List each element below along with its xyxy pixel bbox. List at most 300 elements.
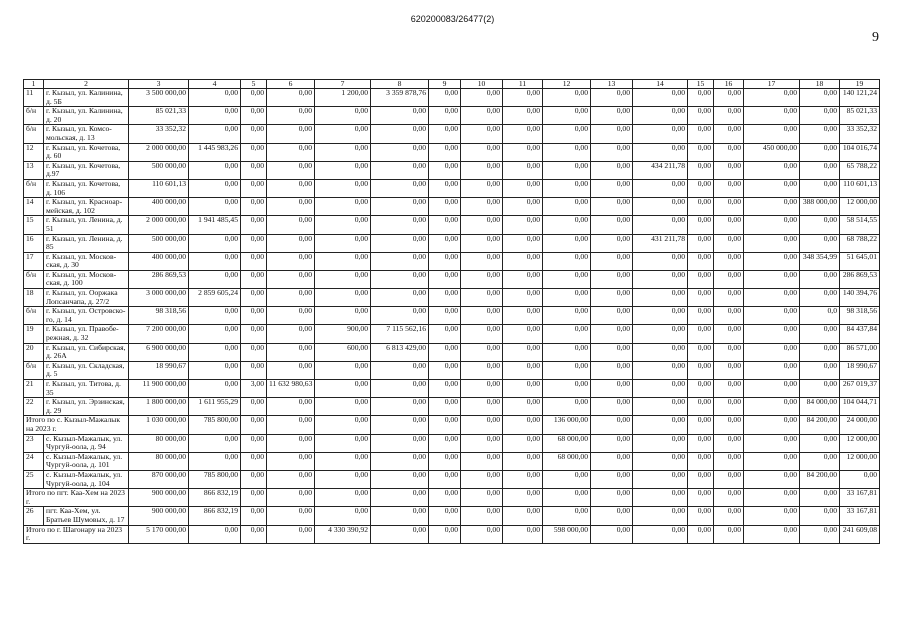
table-row: [24, 89, 880, 107]
table-cell: 0,00: [429, 325, 461, 343]
table-cell: 0,00: [744, 307, 800, 325]
table-cell: 0,00: [714, 434, 744, 452]
table-cell: 0,00: [591, 252, 633, 270]
table-cell: 0,00: [714, 416, 744, 434]
table-cell: 500 000,00: [129, 234, 189, 252]
table-cell: 1 941 485,45: [189, 216, 241, 234]
table-cell: 0,00: [543, 125, 591, 143]
column-header: 15: [688, 80, 714, 89]
table-cell: 0,00: [591, 198, 633, 216]
table-cell: 598 000,00: [543, 525, 591, 543]
table-cell: 84 200,00: [800, 470, 840, 488]
column-header: 7: [315, 80, 371, 89]
table-cell: 0,00: [633, 107, 688, 125]
table-cell: 0,00: [461, 343, 503, 361]
table-cell: 0,00: [688, 216, 714, 234]
row-number: 14: [24, 198, 44, 216]
table-cell: 0,00: [267, 470, 315, 488]
table-cell: 0,00: [503, 525, 543, 543]
address-cell: с. Кызыл-Мажалык, ул. Чургуй-оола, д. 94: [44, 434, 129, 452]
table-cell: 0,00: [800, 325, 840, 343]
table-cell: 0,00: [241, 216, 267, 234]
table-row: [24, 289, 880, 307]
table-cell: 0,00: [800, 507, 840, 525]
table-cell: 0,00: [371, 470, 429, 488]
table-cell: 0,00: [267, 270, 315, 288]
table-cell: 0,00: [503, 398, 543, 416]
table-cell: 0,00: [633, 525, 688, 543]
table-cell: 1 611 955,29: [189, 398, 241, 416]
table-cell: 0,00: [429, 525, 461, 543]
table-cell: 267 019,37: [840, 380, 880, 398]
table-cell: 0,00: [744, 489, 800, 507]
table-cell: 0,00: [543, 252, 591, 270]
table-cell: 0,00: [503, 434, 543, 452]
table-cell: 0,00: [744, 252, 800, 270]
column-header: 1: [24, 80, 44, 89]
table-row: [24, 198, 880, 216]
address-cell: г. Кызыл, ул. Островско-го, д. 14: [44, 307, 129, 325]
table-cell: 0,00: [688, 470, 714, 488]
table-cell: 0,00: [543, 161, 591, 179]
column-header: 3: [129, 80, 189, 89]
table-cell: 870 000,00: [129, 470, 189, 488]
address-cell: г. Кызыл, ул. Ленина, д. 51: [44, 216, 129, 234]
table-cell: 33 352,32: [129, 125, 189, 143]
table-cell: 0,00: [429, 252, 461, 270]
table-cell: 0,00: [744, 452, 800, 470]
table-cell: 0,00: [688, 289, 714, 307]
table-cell: 0,00: [744, 361, 800, 379]
table-cell: 0,00: [591, 89, 633, 107]
table-cell: 0,00: [633, 507, 688, 525]
table-cell: 0,00: [267, 107, 315, 125]
table-cell: 0,00: [189, 307, 241, 325]
table-cell: 0,00: [503, 307, 543, 325]
table-cell: 0,00: [688, 125, 714, 143]
table-cell: 0,00: [800, 525, 840, 543]
table-cell: 600,00: [315, 343, 371, 361]
table-cell: 0,00: [189, 107, 241, 125]
table-cell: 6 900 000,00: [129, 343, 189, 361]
table-cell: 12 000,00: [840, 434, 880, 452]
table-cell: 0,00: [429, 361, 461, 379]
table-cell: 0,00: [189, 252, 241, 270]
table-cell: 0,00: [315, 107, 371, 125]
table-cell: 0,00: [267, 161, 315, 179]
table-cell: 900 000,00: [129, 489, 189, 507]
table-cell: 68 000,00: [543, 434, 591, 452]
column-header: 9: [429, 80, 461, 89]
table-cell: 0,00: [371, 307, 429, 325]
table-cell: 0,00: [429, 452, 461, 470]
table-cell: 0,00: [429, 234, 461, 252]
table-cell: 0,00: [591, 361, 633, 379]
table-cell: 900 000,00: [129, 507, 189, 525]
table-cell: 3,00: [241, 380, 267, 398]
row-number: 26: [24, 507, 44, 525]
table-cell: 0,00: [591, 452, 633, 470]
table-cell: 0,00: [429, 198, 461, 216]
table-cell: 0,00: [744, 470, 800, 488]
table-cell: 0,00: [429, 289, 461, 307]
table-row: [24, 143, 880, 161]
table-cell: 0,00: [591, 416, 633, 434]
table-cell: 0,00: [429, 398, 461, 416]
table-cell: 241 609,08: [840, 525, 880, 543]
row-number: б/н: [24, 307, 44, 325]
table-cell: 0,00: [371, 107, 429, 125]
table-cell: 0,00: [189, 343, 241, 361]
table-cell: 0,00: [633, 380, 688, 398]
address-cell: г. Кызыл, ул. Калинина, д. 20: [44, 107, 129, 125]
address-cell: г. Кызыл, ул. Правобе-режная, д. 32: [44, 325, 129, 343]
table-cell: 0,00: [591, 525, 633, 543]
table-cell: 0,00: [744, 525, 800, 543]
table-cell: 0,00: [633, 416, 688, 434]
table-cell: 0,00: [461, 380, 503, 398]
table-cell: 0,00: [744, 198, 800, 216]
table-cell: 0,00: [241, 234, 267, 252]
table-cell: 0,00: [503, 452, 543, 470]
row-number: 17: [24, 252, 44, 270]
table-cell: 0,00: [633, 307, 688, 325]
address-cell: г. Кызыл, ул. Красноар-мейская, д. 102: [44, 198, 129, 216]
table-cell: 0,00: [633, 179, 688, 197]
table-cell: 431 211,78: [633, 234, 688, 252]
table-cell: 0,00: [461, 325, 503, 343]
table-cell: 0,00: [688, 89, 714, 107]
table-cell: 0,00: [800, 143, 840, 161]
column-header: 2: [44, 80, 129, 89]
table-cell: 0,00: [189, 179, 241, 197]
row-number: б/н: [24, 361, 44, 379]
table-cell: 0,00: [688, 325, 714, 343]
table-cell: 12 000,00: [840, 198, 880, 216]
table-cell: 0,00: [800, 270, 840, 288]
table-cell: 0,00: [503, 216, 543, 234]
table-cell: 0,00: [461, 507, 503, 525]
table-cell: 0,00: [241, 270, 267, 288]
table-cell: 0,00: [688, 307, 714, 325]
row-number: 25: [24, 470, 44, 488]
table-cell: 0,00: [800, 380, 840, 398]
table-cell: 0,00: [189, 270, 241, 288]
table-cell: 0,00: [543, 198, 591, 216]
table-cell: 0,00: [241, 398, 267, 416]
table-cell: 0,00: [688, 234, 714, 252]
table-cell: 98 318,56: [129, 307, 189, 325]
column-header: 10: [461, 80, 503, 89]
table-cell: 0,00: [429, 416, 461, 434]
table-cell: 65 788,22: [840, 161, 880, 179]
table-cell: 0,00: [189, 452, 241, 470]
table-cell: 0,00: [800, 361, 840, 379]
table-cell: 0,00: [267, 307, 315, 325]
table-cell: 0,00: [744, 125, 800, 143]
table-cell: 0,00: [744, 416, 800, 434]
table-cell: 0,00: [714, 216, 744, 234]
address-cell: г. Кызыл, ул. Кочетова, д. 106: [44, 179, 129, 197]
table-cell: 0,00: [800, 161, 840, 179]
table-cell: 0,00: [543, 234, 591, 252]
table-cell: 0,00: [241, 161, 267, 179]
table-cell: 0,00: [543, 307, 591, 325]
table-cell: 0,00: [714, 198, 744, 216]
table-cell: 0,00: [633, 252, 688, 270]
address-cell: г. Кызыл, ул. Москов-ская, д. 100: [44, 270, 129, 288]
table-row: [24, 361, 880, 379]
table-cell: 0,00: [591, 489, 633, 507]
table-cell: 0,00: [429, 507, 461, 525]
table-cell: 140 394,76: [840, 289, 880, 307]
table-cell: 0,00: [189, 325, 241, 343]
table-cell: 0,00: [744, 289, 800, 307]
table-cell: 0,00: [461, 216, 503, 234]
table-cell: 0,00: [461, 289, 503, 307]
table-cell: 0,00: [461, 489, 503, 507]
row-number: б/н: [24, 125, 44, 143]
table-cell: 0,00: [461, 252, 503, 270]
table-cell: 0,00: [714, 143, 744, 161]
table-cell: 0,00: [744, 380, 800, 398]
table-cell: 0,00: [688, 434, 714, 452]
table-cell: 0,00: [461, 270, 503, 288]
table-cell: 0,00: [503, 107, 543, 125]
table-cell: 900,00: [315, 325, 371, 343]
table-cell: 0,00: [688, 507, 714, 525]
row-number: 15: [24, 216, 44, 234]
table-row: [24, 398, 880, 416]
table-cell: 0,00: [688, 489, 714, 507]
table-row: [24, 125, 880, 143]
address-cell: г. Кызыл, ул. Кочетова, д. 60: [44, 143, 129, 161]
table-cell: 0,00: [241, 89, 267, 107]
table-cell: 51 645,01: [840, 252, 880, 270]
table-cell: 0,00: [633, 198, 688, 216]
table-cell: 0,00: [315, 398, 371, 416]
table-cell: 0,00: [800, 289, 840, 307]
table-cell: 0,00: [633, 361, 688, 379]
table-cell: 0,00: [744, 234, 800, 252]
table-cell: 0,00: [840, 470, 880, 488]
table-cell: 0,00: [241, 343, 267, 361]
table-cell: 0,00: [800, 343, 840, 361]
table-cell: 0,00: [543, 107, 591, 125]
table-row: [24, 234, 880, 252]
table-cell: 0,00: [429, 434, 461, 452]
table-cell: 0,00: [543, 507, 591, 525]
table-row: [24, 270, 880, 288]
table-row: [24, 325, 880, 343]
table-cell: 0,00: [189, 161, 241, 179]
table-cell: 0,00: [543, 380, 591, 398]
table-cell: 0,00: [543, 489, 591, 507]
row-number: 18: [24, 289, 44, 307]
table-cell: 0,00: [633, 452, 688, 470]
table-cell: 6 813 429,00: [371, 343, 429, 361]
table-cell: 0,00: [714, 380, 744, 398]
table-cell: 0,00: [315, 161, 371, 179]
subtotal-label: Итого по г. Шагонару на 2023 г.: [24, 525, 129, 543]
table-cell: 0,00: [315, 507, 371, 525]
table-cell: 68 788,22: [840, 234, 880, 252]
row-number: 22: [24, 398, 44, 416]
table-cell: 2 859 605,24: [189, 289, 241, 307]
table-cell: 0,00: [688, 179, 714, 197]
table-cell: 0,00: [267, 234, 315, 252]
table-cell: 0,00: [189, 434, 241, 452]
table-cell: 0,00: [800, 489, 840, 507]
table-cell: 0,00: [503, 507, 543, 525]
table-cell: 3 000 000,00: [129, 289, 189, 307]
table-cell: 0,00: [315, 416, 371, 434]
table-cell: 0,00: [371, 489, 429, 507]
table-cell: 0,00: [688, 525, 714, 543]
table-cell: 0,00: [267, 252, 315, 270]
table-cell: 0,00: [714, 452, 744, 470]
table-cell: 0,00: [633, 398, 688, 416]
row-number: 13: [24, 161, 44, 179]
table-cell: 33 352,32: [840, 125, 880, 143]
table-cell: 0,00: [543, 270, 591, 288]
table-cell: 0,00: [503, 161, 543, 179]
column-header: 12: [543, 80, 591, 89]
table-cell: 0,00: [503, 198, 543, 216]
table-cell: 3 359 878,76: [371, 89, 429, 107]
table-cell: 0,00: [267, 434, 315, 452]
table-cell: 84 200,00: [800, 416, 840, 434]
table-cell: 0,00: [429, 89, 461, 107]
table-cell: 33 167,81: [840, 489, 880, 507]
table-cell: 0,00: [315, 270, 371, 288]
table-cell: 0,00: [461, 416, 503, 434]
table-cell: 0,00: [267, 489, 315, 507]
table-row: [24, 507, 880, 525]
column-header: 6: [267, 80, 315, 89]
table-cell: 0,00: [744, 107, 800, 125]
table-cell: 0,00: [543, 470, 591, 488]
table-row: [24, 525, 880, 543]
table-cell: 0,00: [461, 89, 503, 107]
table-cell: 11 900 000,00: [129, 380, 189, 398]
table-cell: 0,00: [503, 380, 543, 398]
table-cell: 0,00: [429, 489, 461, 507]
table-cell: 0,00: [591, 380, 633, 398]
table-cell: 400 000,00: [129, 252, 189, 270]
table-cell: 3 500 000,00: [129, 89, 189, 107]
table-cell: 0,00: [591, 325, 633, 343]
table-cell: 84 000,00: [800, 398, 840, 416]
table-cell: 0,00: [241, 125, 267, 143]
subtotal-label: Итого по с. Кызыл-Мажалык на 2023 г.: [24, 416, 129, 434]
table-cell: 0,00: [371, 143, 429, 161]
column-header: 14: [633, 80, 688, 89]
table-cell: 0,00: [315, 307, 371, 325]
column-header: 13: [591, 80, 633, 89]
table-cell: 0,00: [633, 434, 688, 452]
address-cell: г. Кызыл, ул. Складская, д. 5: [44, 361, 129, 379]
table-cell: 0,00: [744, 398, 800, 416]
column-header: 17: [744, 80, 800, 89]
row-number: 16: [24, 234, 44, 252]
table-cell: 0,00: [461, 198, 503, 216]
table-cell: 0,00: [241, 507, 267, 525]
column-header: 19: [840, 80, 880, 89]
table-cell: 0,00: [371, 380, 429, 398]
table-cell: 785 800,00: [189, 416, 241, 434]
table-cell: 33 167,81: [840, 507, 880, 525]
table-cell: 0,00: [189, 380, 241, 398]
table-cell: 0,00: [461, 125, 503, 143]
table-cell: 0,00: [503, 125, 543, 143]
table-cell: 5 170 000,00: [129, 525, 189, 543]
table-cell: 0,00: [633, 143, 688, 161]
table-cell: 0,00: [714, 107, 744, 125]
table-cell: 0,00: [591, 434, 633, 452]
table-cell: 98 318,56: [840, 307, 880, 325]
table-cell: 0,00: [744, 343, 800, 361]
table-cell: 0,00: [543, 143, 591, 161]
table-cell: 0,00: [315, 434, 371, 452]
table-row: [24, 216, 880, 234]
row-number: 11: [24, 89, 44, 107]
table-cell: 0,00: [591, 216, 633, 234]
row-number: 20: [24, 343, 44, 361]
table-cell: 450 000,00: [744, 143, 800, 161]
table-cell: 0,00: [371, 198, 429, 216]
table-cell: 0,00: [688, 452, 714, 470]
table-cell: 0,00: [543, 179, 591, 197]
table-cell: 400 000,00: [129, 198, 189, 216]
table-cell: 0,00: [633, 470, 688, 488]
table-cell: 0,00: [315, 179, 371, 197]
table-cell: 0,00: [461, 434, 503, 452]
table-row: [24, 470, 880, 488]
table-cell: 0,00: [241, 107, 267, 125]
table-cell: 0,00: [371, 289, 429, 307]
table-cell: 0,00: [189, 234, 241, 252]
table-cell: 104 016,74: [840, 143, 880, 161]
table-cell: 0,00: [744, 179, 800, 197]
table-cell: 0,00: [714, 361, 744, 379]
table-cell: 0,00: [633, 216, 688, 234]
table-cell: 0,00: [800, 216, 840, 234]
table-cell: 0,00: [688, 198, 714, 216]
table-row: [24, 252, 880, 270]
table-cell: 0,00: [267, 416, 315, 434]
table-cell: 286 869,53: [129, 270, 189, 288]
table-cell: 24 000,00: [840, 416, 880, 434]
table-cell: 0,00: [315, 252, 371, 270]
address-cell: пгт. Каа-Хем, ул. Братьев Шумовых, д. 17: [44, 507, 129, 525]
table-cell: 0,00: [189, 525, 241, 543]
table-cell: 0,00: [543, 361, 591, 379]
table-cell: 0,00: [371, 252, 429, 270]
table-cell: 0,00: [241, 489, 267, 507]
table-cell: 7 115 562,16: [371, 325, 429, 343]
table-cell: 0,00: [315, 489, 371, 507]
table-cell: 0,00: [315, 470, 371, 488]
table-cell: 0,00: [800, 89, 840, 107]
table-cell: 0,00: [714, 125, 744, 143]
table-cell: 0,00: [688, 361, 714, 379]
table-cell: 1 200,00: [315, 89, 371, 107]
table-cell: 0,00: [241, 179, 267, 197]
table-cell: 0,00: [315, 289, 371, 307]
table-cell: 0,00: [800, 452, 840, 470]
table-cell: 0,00: [267, 125, 315, 143]
